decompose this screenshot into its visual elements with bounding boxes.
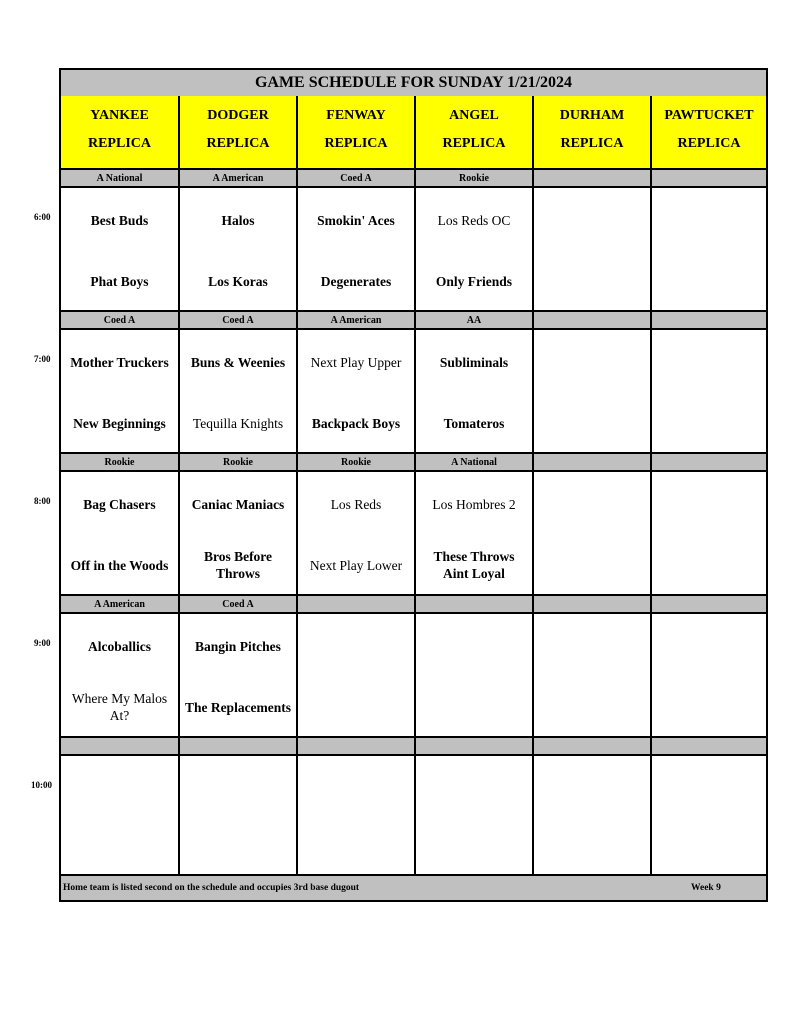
field-header-pawtucket <box>652 96 766 168</box>
game-cell <box>652 330 766 452</box>
away-team: Best Buds <box>90 213 149 228</box>
home-team: Bros Before Throws <box>203 549 273 581</box>
away-team: Los Reds <box>330 497 382 512</box>
time-label: 9:00 <box>34 638 51 648</box>
division-label: A American <box>180 170 298 186</box>
away-team: Smokin' Aces <box>317 213 395 228</box>
field-sub: REPLICA <box>87 136 151 151</box>
division-row <box>61 454 766 472</box>
field-name: FENWAY <box>326 108 386 123</box>
division-label <box>652 738 766 754</box>
away-team: Alcoballics <box>88 639 151 654</box>
home-team: Phat Boys <box>90 274 149 289</box>
field-name: ANGEL <box>449 108 499 123</box>
division-label: A American <box>298 312 416 328</box>
home-team: The Replacements <box>184 700 292 715</box>
game-cell <box>61 330 180 452</box>
game-cell <box>180 188 298 310</box>
division-label <box>534 454 652 470</box>
division-label: Coed A <box>298 170 416 186</box>
game-row <box>61 188 766 312</box>
away-team: Bangin Pitches <box>195 639 281 654</box>
division-label: A National <box>61 170 180 186</box>
field-header-angel <box>416 96 534 168</box>
game-cell <box>298 472 416 594</box>
division-label <box>534 596 652 612</box>
division-label: Rookie <box>416 170 534 186</box>
time-label: 6:00 <box>34 212 51 222</box>
division-label <box>180 738 298 754</box>
field-name: YANKEE <box>90 108 149 123</box>
footer-bar <box>61 874 766 900</box>
division-label <box>652 312 766 328</box>
game-cell <box>61 614 180 736</box>
game-row <box>61 330 766 454</box>
field-name: DODGER <box>207 108 269 123</box>
home-team: Where My Malos At? <box>71 691 168 723</box>
division-row <box>61 170 766 188</box>
away-team: Los Reds OC <box>437 213 511 228</box>
game-row <box>61 614 766 738</box>
game-cell <box>298 756 416 878</box>
home-team: Los Koras <box>208 274 268 289</box>
field-header-row <box>61 96 766 170</box>
division-label <box>534 738 652 754</box>
home-team: Tequilla Knights <box>192 416 284 431</box>
game-cell <box>534 330 652 452</box>
home-team: Only Friends <box>435 274 513 289</box>
game-cell <box>180 614 298 736</box>
division-label: Rookie <box>298 454 416 470</box>
field-sub: REPLICA <box>442 136 506 151</box>
home-team: Backpack Boys <box>311 416 401 431</box>
field-header-dodger <box>180 96 298 168</box>
game-cell <box>61 188 180 310</box>
game-row <box>61 472 766 596</box>
field-name: DURHAM <box>559 108 625 123</box>
home-team: These Throws Aint Loyal <box>433 549 515 581</box>
division-label <box>416 596 534 612</box>
game-cell <box>416 756 534 878</box>
game-cell <box>298 188 416 310</box>
game-cell <box>534 188 652 310</box>
division-row <box>61 596 766 614</box>
game-cell <box>534 614 652 736</box>
field-sub: REPLICA <box>560 136 624 151</box>
home-team: Tomateros <box>443 416 505 431</box>
field-name: PAWTUCKET <box>664 108 754 123</box>
game-cell <box>416 472 534 594</box>
away-team: Buns & Weenies <box>190 355 286 370</box>
time-label: 8:00 <box>34 496 51 506</box>
division-label: Coed A <box>61 312 180 328</box>
game-row <box>61 756 766 880</box>
division-label: A American <box>61 596 180 612</box>
home-team: New Beginnings <box>73 416 166 431</box>
week-label: Week 9 <box>691 883 721 893</box>
schedule-title: GAME SCHEDULE FOR SUNDAY 1/21/2024 <box>61 70 766 98</box>
division-label: A National <box>416 454 534 470</box>
time-label: 7:00 <box>34 354 51 364</box>
away-team: Los Hombres 2 <box>432 497 516 512</box>
division-label: Rookie <box>180 454 298 470</box>
time-label: 10:00 <box>31 780 52 790</box>
division-label <box>652 596 766 612</box>
game-cell <box>180 330 298 452</box>
home-team: Degenerates <box>320 274 392 289</box>
schedule-table <box>59 68 768 902</box>
game-cell <box>298 330 416 452</box>
away-team: Halos <box>221 213 255 228</box>
division-row <box>61 312 766 330</box>
game-cell <box>61 472 180 594</box>
field-sub: REPLICA <box>324 136 388 151</box>
division-label: Rookie <box>61 454 180 470</box>
game-cell <box>416 330 534 452</box>
division-label: Coed A <box>180 596 298 612</box>
game-cell <box>180 756 298 878</box>
division-row <box>61 738 766 756</box>
home-team: Next Play Lower <box>309 558 403 573</box>
field-sub: REPLICA <box>677 136 741 151</box>
field-header-durham <box>534 96 652 168</box>
division-label <box>298 596 416 612</box>
field-sub: REPLICA <box>206 136 270 151</box>
game-cell <box>416 188 534 310</box>
game-cell <box>534 756 652 878</box>
game-cell <box>298 614 416 736</box>
home-team: Off in the Woods <box>70 558 169 573</box>
division-label <box>534 170 652 186</box>
division-label <box>298 738 416 754</box>
away-team: Next Play Upper <box>310 355 402 370</box>
division-label <box>61 738 180 754</box>
game-cell <box>534 472 652 594</box>
division-label <box>652 170 766 186</box>
game-cell <box>61 756 180 878</box>
division-label <box>652 454 766 470</box>
away-team: Caniac Maniacs <box>191 497 285 512</box>
division-label <box>534 312 652 328</box>
division-label <box>416 738 534 754</box>
field-header-fenway <box>298 96 416 168</box>
division-label: AA <box>416 312 534 328</box>
game-cell <box>180 472 298 594</box>
game-cell <box>652 614 766 736</box>
field-header-yankee <box>61 96 180 168</box>
footer-note: Home team is listed second on the schedule and occupies 3rd base dugout <box>63 883 360 893</box>
game-cell <box>416 614 534 736</box>
away-team: Bag Chasers <box>83 497 156 512</box>
game-cell <box>652 756 766 878</box>
game-cell <box>652 188 766 310</box>
game-cell <box>652 472 766 594</box>
division-label: Coed A <box>180 312 298 328</box>
away-team: Mother Truckers <box>70 355 169 370</box>
away-team: Subliminals <box>439 355 509 370</box>
